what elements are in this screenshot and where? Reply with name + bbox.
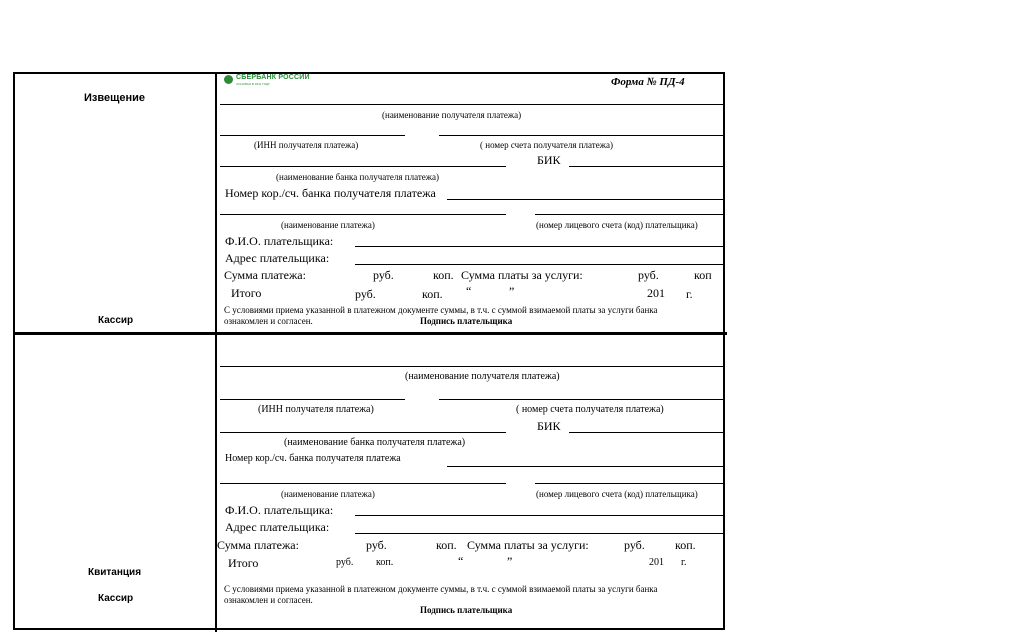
conditions-text-2: ознакомлен и согласен. (224, 316, 313, 326)
bank-logo (224, 74, 316, 86)
service-fee-rub-2: руб. (624, 538, 645, 552)
total-label: Итого (231, 286, 262, 300)
fio-line (355, 246, 725, 247)
date-quote-open-2: “ (458, 554, 464, 568)
account-caption: ( номер счета получателя платежа) (480, 140, 613, 150)
account-line-2 (439, 399, 725, 400)
amount-kop: коп. (433, 268, 454, 282)
total-kop-2: коп. (376, 557, 394, 568)
amount-kop-2: коп. (436, 538, 457, 552)
total-kop: коп. (422, 287, 443, 301)
service-fee-rub: руб. (638, 268, 659, 282)
receipt-label: Квитанция (88, 567, 142, 578)
bank-logo-icon (224, 75, 233, 84)
service-fee-kop-2: коп. (675, 538, 696, 552)
bank-tagline: ОСНОВАН В 1841 ГОДУ (236, 82, 270, 86)
total-rub: руб. (355, 287, 376, 301)
bank-name-line (220, 166, 506, 167)
form-title: Форма № ПД-4 (611, 76, 685, 88)
conditions-text-1: С условиями приема указанной в платежном документе суммы, в т.ч. с суммой взимаемой платы за услуги банка (224, 305, 658, 315)
conditions-text-1-2: С условиями приема указанной в платежном документе суммы, в т.ч. с суммой взимаемой платы за услуги банка (224, 584, 658, 594)
bank-name-caption-2: (наименование банка получателя платежа) (284, 437, 466, 448)
inn-caption-2: (ИНН получателя платежа) (258, 404, 374, 415)
date-g-2: г. (681, 557, 687, 568)
recipient-name-line (220, 104, 725, 105)
amount-label: Сумма платежа: (224, 268, 306, 282)
fio-line-2 (355, 515, 725, 516)
personal-account-caption-2: (номер лицевого счета (код) плательщика) (536, 489, 698, 499)
address-label-2: Адрес плательщика: (225, 520, 330, 534)
personal-account-caption: (номер лицевого счета (код) плательщика) (536, 220, 698, 230)
date-quote-close: ” (509, 284, 515, 298)
corr-account-label: Номер кор./сч. банка получателя платежа (225, 186, 436, 200)
personal-account-line-2 (535, 483, 725, 484)
fio-label-2: Ф.И.О. плательщика: (225, 503, 334, 517)
cashier-label-top: Кассир (98, 315, 134, 326)
payment-name-caption-2: (наименование платежа) (281, 489, 375, 499)
corr-account-label-2: Номер кор./сч. банка получателя платежа (225, 453, 401, 464)
bank-name-line-2 (220, 432, 506, 433)
recipient-name-caption-2: (наименование получателя платежа) (405, 371, 560, 382)
account-caption-2: ( номер счета получателя платежа) (516, 404, 664, 415)
address-line (355, 264, 725, 265)
service-fee-label: Сумма платы за услуги: (461, 268, 583, 282)
service-fee-label-2: Сумма платы за услуги: (467, 538, 589, 552)
signature-label-2: Подпись плательщика (420, 605, 513, 615)
payment-name-line-2 (220, 483, 506, 484)
address-label: Адрес плательщика: (225, 251, 330, 265)
inn-line (220, 135, 405, 136)
bik-line (569, 166, 725, 167)
date-g: г. (686, 287, 693, 301)
fio-label: Ф.И.О. плательщика: (225, 234, 334, 248)
signature-label: Подпись плательщика (420, 316, 513, 326)
notice-label: Извещение (84, 92, 146, 104)
date-quote-open: “ (466, 284, 472, 298)
inn-caption: (ИНН получателя платежа) (254, 140, 359, 150)
conditions-text-2-2: ознакомлен и согласен. (224, 595, 313, 605)
bank-name-caption: (наименование банка получателя платежа) (276, 172, 439, 182)
payment-name-caption: (наименование платежа) (281, 220, 375, 230)
date-year: 201 (647, 286, 665, 300)
account-line (439, 135, 725, 136)
date-year-2: 201 (649, 557, 664, 568)
date-quote-close-2: ” (507, 554, 513, 568)
amount-label-2: Сумма платежа: (217, 538, 299, 552)
bank-name: СБЕРБАНК РОССИИ (236, 74, 310, 81)
corr-account-line (447, 199, 725, 200)
amount-rub: руб. (373, 268, 394, 282)
recipient-name-caption: (наименование получателя платежа) (382, 110, 522, 120)
total-label-2: Итого (228, 556, 259, 570)
horizontal-divider (13, 332, 727, 335)
address-line-2 (355, 533, 725, 534)
bik-line-2 (569, 432, 725, 433)
total-rub-2: руб. (336, 557, 354, 568)
recipient-name-line-2 (220, 366, 725, 367)
amount-rub-2: руб. (366, 538, 387, 552)
service-fee-kop: коп (694, 268, 712, 282)
personal-account-line (535, 214, 725, 215)
inn-line-2 (220, 399, 405, 400)
payment-name-line (220, 214, 506, 215)
bik-label-2: БИК (537, 419, 561, 433)
cashier-label-bottom: Кассир (98, 593, 134, 604)
corr-account-line-2 (447, 466, 725, 467)
bik-label: БИК (537, 153, 561, 167)
